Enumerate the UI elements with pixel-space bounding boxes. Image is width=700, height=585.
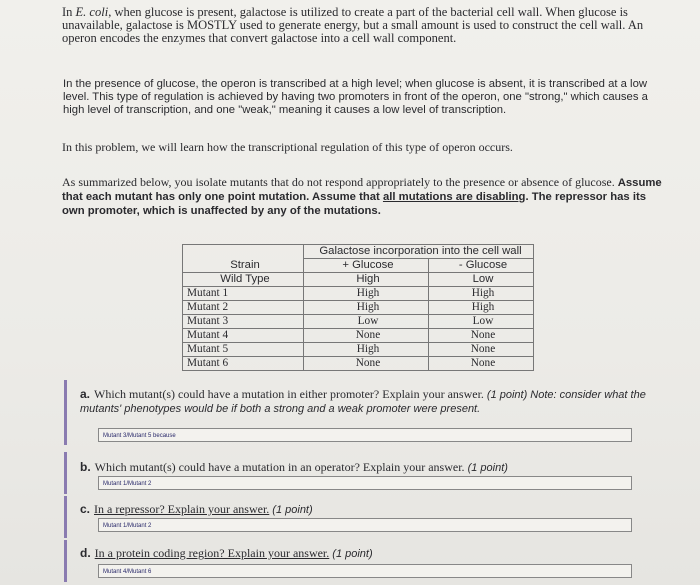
question-c-marker xyxy=(64,496,67,538)
answer-c-field[interactable]: Mutant 1/Mutant 2 xyxy=(98,518,632,532)
table-row xyxy=(183,329,534,343)
table-cell-minus: High xyxy=(429,287,534,301)
table-cell-plus: High xyxy=(304,287,429,301)
table-cell-minus: Low xyxy=(429,315,534,329)
question-c: c. In a repressor? Explain your answer. (1 point) xyxy=(80,502,313,516)
question-d-marker xyxy=(64,540,67,582)
table-row xyxy=(183,343,534,357)
question-a-marker xyxy=(64,380,67,445)
table-cell-minus: None xyxy=(429,329,534,343)
question-a: a. Which mutant(s) could have a mutation in either promoter? Explain your answer. (1 point) Note: consider what the mutants' phenotypes would be if both a strong and a weak promoter were present. xyxy=(80,387,646,415)
table-cell-strain: Mutant 3 xyxy=(183,315,304,329)
mutant-table xyxy=(182,244,534,371)
table-cell-plus: Low xyxy=(304,315,429,329)
table-cell-strain: Mutant 2 xyxy=(183,301,304,315)
table-row xyxy=(183,315,534,329)
answer-d-field[interactable]: Mutant 4/Mutant 6 xyxy=(98,564,632,578)
question-b: b. Which mutant(s) could have a mutation in an operator? Explain your answer. (1 point) xyxy=(80,460,508,474)
table-cell-strain: Mutant 5 xyxy=(183,343,304,357)
table-cell-strain: Mutant 4 xyxy=(183,329,304,343)
table-row xyxy=(183,287,534,301)
answer-a-field[interactable]: Mutant 3/Mutant 5 because xyxy=(98,428,632,442)
question-d: d. In a protein coding region? Explain your answer. (1 point) xyxy=(80,546,373,560)
table-group-header: Galactose incorporation into the cell wall xyxy=(304,245,534,259)
table-header-strain: Strain xyxy=(183,259,304,273)
table-cell-minus: None xyxy=(429,357,534,371)
intro-paragraph-2: In the presence of glucose, the operon is transcribed at a high level; when glucose is absent, it is transcribed at a low level. This type of regulation is achieved by having two promoters in front of the operon, one "strong," which causes a high level of transcription, and one "weak," meaning it causes a low level of transcription. xyxy=(63,78,648,116)
table-cell-strain: Mutant 6 xyxy=(183,357,304,371)
table-cell-plus: High xyxy=(304,301,429,315)
question-b-marker xyxy=(64,452,67,494)
answer-b-field[interactable]: Mutant 1/Mutant 2 xyxy=(98,476,632,490)
table-cell-minus: None xyxy=(429,343,534,357)
intro-paragraph-4: As summarized below, you isolate mutants that do not respond appropriately to the presence or absence of glucose. Assume that each mutant has only one point mutation. Assume that all mutations are disabling. The repressor has its own promoter, which is unaffected by any of the mutations. xyxy=(62,175,662,217)
intro-paragraph-1: In E. coli, when glucose is present, galactose is utilized to create a part of the bacterial cell wall. When glucose is unavailable, galactose is MOSTLY used to generate energy, but a small amount is used to construct the cell wall. An operon encodes the enzymes that convert galactose into a cell wall component. xyxy=(62,5,644,45)
intro-paragraph-3: In this problem, we will learn how the transcriptional regulation of this type of operon occurs. xyxy=(62,140,513,154)
table-blank-header xyxy=(183,245,304,259)
table-header-minus-glucose: - Glucose xyxy=(429,259,534,273)
table-cell-minus: High xyxy=(429,301,534,315)
table-row xyxy=(183,357,534,371)
table-cell-plus: High xyxy=(304,343,429,357)
table-cell-plus: None xyxy=(304,357,429,371)
table-row xyxy=(183,273,534,287)
table-row xyxy=(183,301,534,315)
table-cell-plus: None xyxy=(304,329,429,343)
table-cell-minus: Low xyxy=(429,273,534,287)
table-cell-strain: Mutant 1 xyxy=(183,287,304,301)
table-cell-strain: Wild Type xyxy=(183,273,304,287)
table-header-plus-glucose: + Glucose xyxy=(304,259,429,273)
table-cell-plus: High xyxy=(304,273,429,287)
